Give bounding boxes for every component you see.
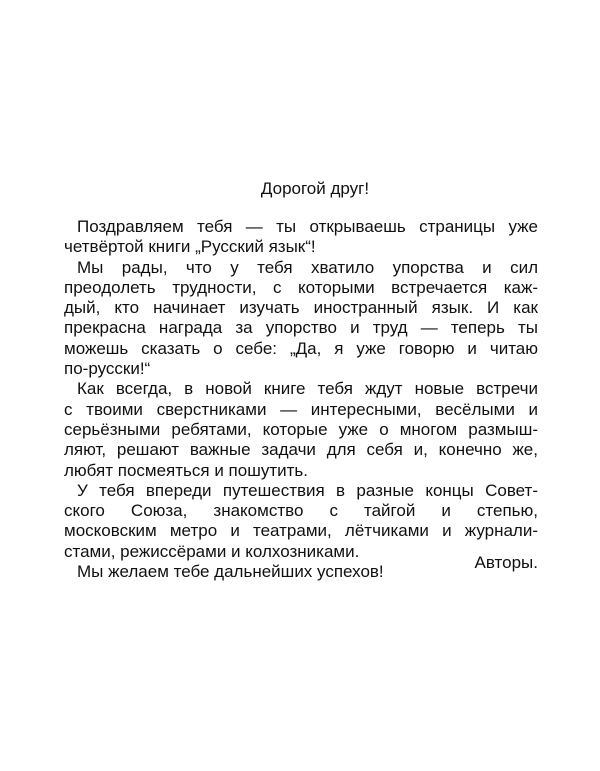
text-line: московским метро и театрами, лётчиками и журнали- xyxy=(64,521,538,541)
text-line: преодолеть трудности, с которыми встречается каж- xyxy=(64,277,538,297)
letter-signature: Авторы. xyxy=(474,553,538,572)
text-line: Мы рады, что у тебя хватило упорства и сил xyxy=(77,257,538,277)
text-line: можешь сказать о себе: „Да, я уже говорю и читаю xyxy=(64,338,538,358)
text-line: прекрасна награда за упорство и труд — теперь ты xyxy=(64,318,538,338)
text-line: стами, режиссёрами и колхозниками. xyxy=(64,541,360,561)
text-line: четвёртой книги „Русский язык“! xyxy=(64,237,316,257)
text-line: У тебя впереди путешествия в разные концы Совет- xyxy=(77,480,538,500)
text-line: любят посмеяться и пошутить. xyxy=(64,460,308,480)
text-line: ского Союза, знакомство с тайгой и степью, xyxy=(64,501,538,521)
letter-body xyxy=(64,217,538,582)
text-line: серьёзными ребятами, которые уже о многом размыш- xyxy=(64,419,538,439)
text-line: дый, кто начинает изучать иностранный язык. И как xyxy=(64,298,538,318)
letter-greeting: Дорогой друг! xyxy=(260,179,370,198)
text-line: по-русски!“ xyxy=(64,359,151,379)
text-line: Мы желаем тебе дальнейших успехов! xyxy=(77,562,384,582)
text-line: ляют, решают важные задачи для себя и, конечно же, xyxy=(64,440,538,460)
text-line: Поздравляем тебя — ты открываешь страницы уже xyxy=(77,217,538,236)
text-line: Как всегда, в новой книге тебя ждут новые встречи xyxy=(77,379,538,399)
text-line: с твоими сверстниками — интересными, весёлыми и xyxy=(64,399,538,419)
